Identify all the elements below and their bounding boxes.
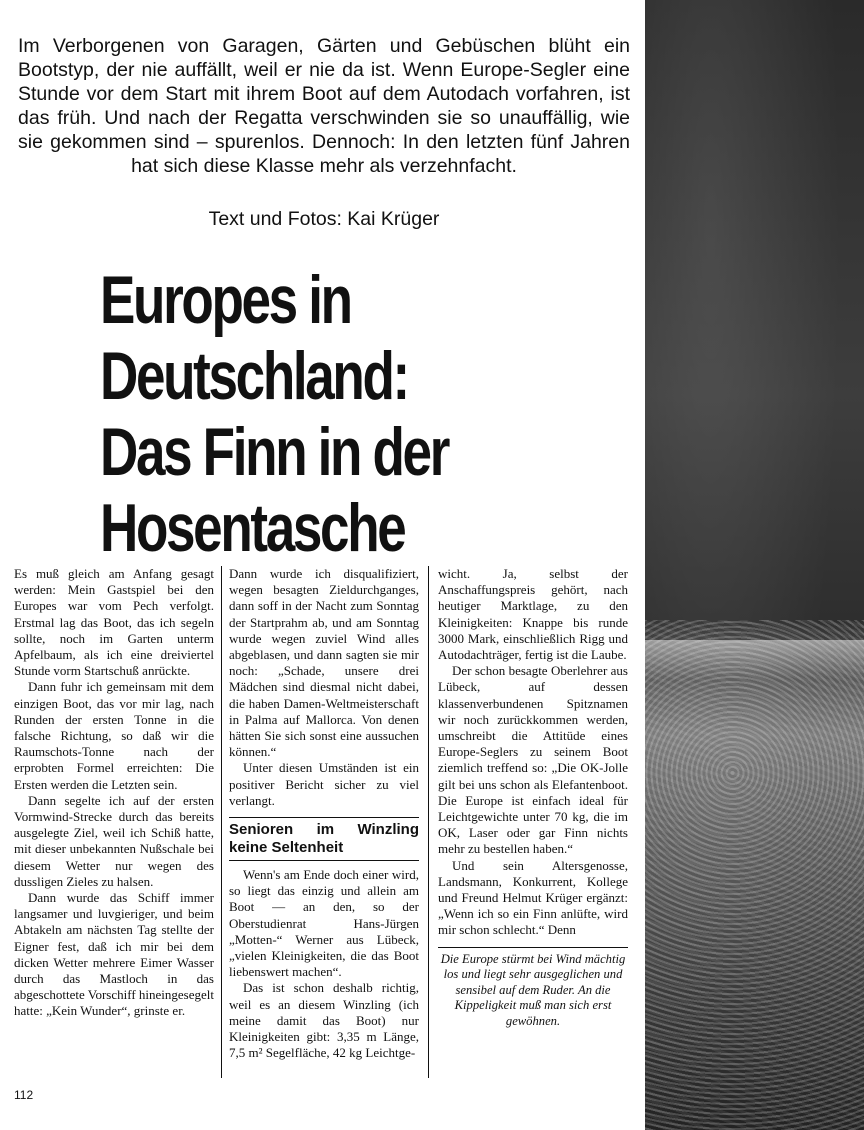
article-column-3 [438,566,628,1029]
intro-paragraph: Im Verborgenen von Garagen, Gärten und Gebüschen blüht ein Bootstyp, der nie auffällt, weil er nie da ist. Wenn Europe-Segler eine Stunde vor dem Start mit ihrem Boot auf dem Autodach vorfahren, ist das früh. Und nach der Regatta verschwinden sie so unauffällig, wie sie gekommen sind – spurenlos. Dennoch: In den letzten fünf Jahren hat sich diese Klasse mehr als verzehnfacht. [18,35,630,177]
column-divider [428,566,429,1078]
column-divider [221,566,222,1078]
sailing-photo [645,0,864,1130]
section-subheading: Senioren im Winzling keine Seltenheit [229,817,419,861]
headline-line: Europes in [100,262,351,338]
body-paragraph: Dann wurde das Schiff immer langsamer und luvgieriger, und beim Abtakeln am nächsten Tag stellte der Eigner fest, daß ich mir bei dem dicken Wetter mehrere Eimer Wasser durch das Mastloch in das abgeschottete Vorschiff hineingesegelt hatte: „Kein Wunder“, grinste er. [14,890,215,1019]
headline-line: Deutschland: [100,338,408,414]
byline: Text und Fotos: Kai Krüger [208,208,440,230]
body-paragraph: Es muß gleich am Anfang gesagt werden: Mein Gastspiel bei den Europes war vom Pech verfolgt. Erstmal lag das Boot, das ich segeln sollte, noch im Garten unterm Apfelbaum, als ich eine dreiviertel Stunde vorm Startschuß anrückte. [14,566,214,679]
photo-caption: Die Europe stürmt bei Wind mächtig los und liegt sehr ausgeglichen und sensibel auf dem Ruder. An die Kippeligkeit muß man sich erst gewöhnen. [438,947,628,1030]
body-paragraph: Dann wurde ich disqualifiziert, wegen besagten Zieldurchganges, dann soff in der Nacht zum Sonntag der Startprahm ab, und am Sonntag wurde wegen zuviel Wind alles abgeblasen, und dann sagten sie mir noch: „Schade, unsere drei Mädchen sind diesmal nicht dabei, die haben Damen-Weltmeisterschaft in Palma auf Mallorca. Von denen hätten Sie sich sonst eine aussuchen können.“ [229,566,419,760]
body-paragraph: Dann segelte ich auf der ersten Vormwind-Strecke durch das bereits ausgelegte Ziel, weil ich Schiß hatte, mit dieser unbekannten Nußschale bei diesem Wetter nur wegen des dussligen Zieles zu halsen. [14,792,214,889]
photo-water-spray [645,620,864,1130]
headline-line: Das Finn in der [100,414,449,490]
page-number: 112 [14,1088,34,1102]
body-paragraph: wicht. Ja, selbst der Anschaffungspreis gehört, nach heutiger Marktlage, zu den Kleinigkeiten: Knappe bis runde 3000 Mark, einschließlich Rigg und Autodachträger, fertig ist die Laube. [438,566,628,663]
headline [100,262,459,566]
body-paragraph: Unter diesen Umständen ist ein positiver Bericht sicher zu viel verlangt. [229,760,419,808]
body-paragraph: Dann fuhr ich gemeinsam mit dem einzigen Boot, das vor mir lag, nach Runden der ersten Tonne in die falsche Richtung, so daß wir die Raumschots-Tonne nach der erprobten Formel erreichten: Die Ersten werden die Letzten sein. [14,679,214,792]
body-paragraph: Und sein Altersgenosse, Landsmann, Konkurrent, Kollege und Freund Helmut Krüger ergänzt: „Wenn ich so ein Finn anlüfte, wird mir schon schlecht.“ Denn [438,857,628,938]
body-paragraph: Das ist schon deshalb richtig, weil es an diesem Winzling (ich meine damit das Boot) nur Kleinigkeiten gibt: 3,35 m Länge, 7,5 m² Segelfläche, 42 kg Leichtge- [229,980,419,1061]
article-column-2 [229,566,419,1061]
body-paragraph: Wenn's am Ende doch einer wird, so liegt das einzig und allein am Boot — an den, so der Oberstudienrat Hans-Jürgen „Motten-“ Werner aus Lübeck, „vielen Kleinigkeiten, die das Boot liebenswert machen“. [229,867,419,980]
article-column-1 [14,566,214,1020]
headline-line: Hosentasche [100,490,405,566]
body-paragraph: Der schon besagte Oberlehrer aus Lübeck, auf dessen klassenverbundenen Spitznamen wir noch zurückkommen werden, umschreibt die Attitüde eines Europe-Seglers zu seinem Boot ziemlich treffend so: „Die OK-Jolle gilt bei uns schon als Elefantenboot. Die Europe ist einfach ideal für Leichtgewichte unter 70 kg, die im OK, Laser oder gar Finn nichts mehr zu bestellen haben.“ [438,663,628,857]
